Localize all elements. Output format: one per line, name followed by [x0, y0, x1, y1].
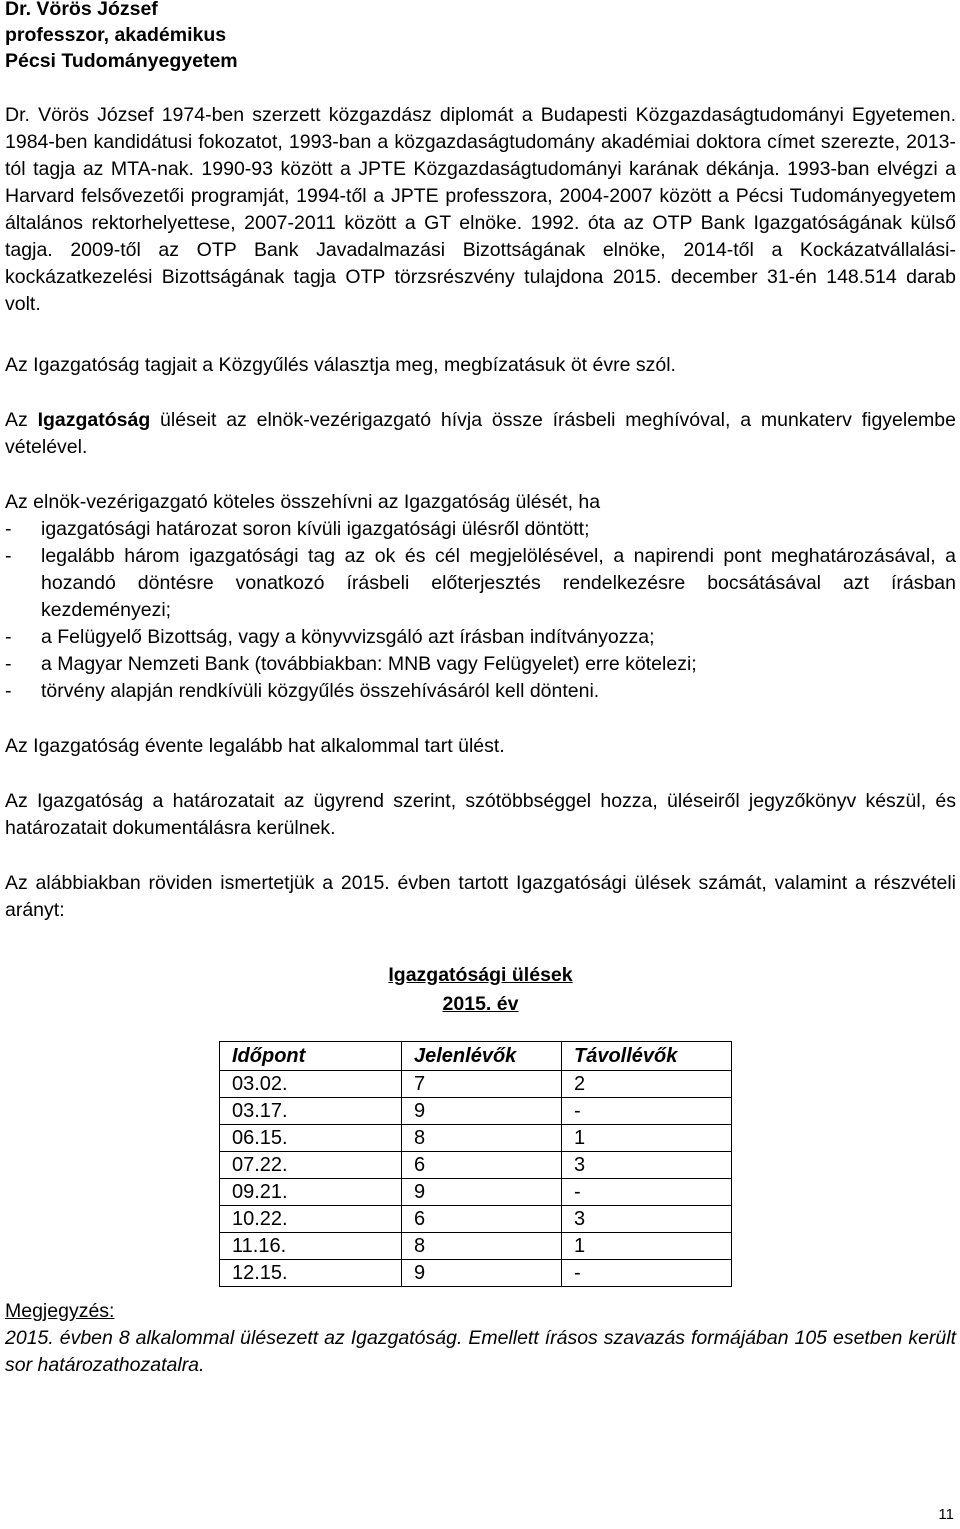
convene-suffix: üléseit az elnök-vezérigazgató hívja össze írásbeli meghívóval, a munkaterv figyelembe vételével. — [5, 409, 956, 458]
cell-present: 9 — [402, 1098, 562, 1125]
dash-bullet: - — [5, 518, 12, 540]
list-item — [5, 651, 956, 678]
header-present: Jelenlévők — [402, 1042, 562, 1071]
dash-bullet: - — [5, 626, 12, 648]
obligation-section — [5, 489, 956, 705]
table-row — [220, 1206, 732, 1233]
bio-paragraph: Dr. Vörös József 1974-ben szerzett közgazdász diplomát a Budapesti Közgazdaságtudományi Egyetemen. 1984-ben kandidátusi fokozatot, 1993-ban a közgazdaságtudomány akadémiai doktora címet szerezte, 2013-tól tagja az MTA-nak. 1990-93 között a JPTE Közgazdaságtudományi karának dékánja. 1993-ban elvégzi a Harvard felsővezetői programját, 1994-től a JPTE professzora, 2004-2007 között a Pécsi Tudományegyetem általános rektorhelyettese, 2007-2011 között a GT elnöke. 1992. óta az OTP Bank Igazgatóságának külső tagja. 2009-től az OTP Bank Javadalmazási Bizottságának elnöke, 2014-től a Kockázatvállalási-kockázatkezelési Bizottságának tagja OTP törzsrészvény tulajdona 2015. december 31-én 148.514 darab volt. — [5, 104, 956, 315]
header-date: Időpont — [220, 1042, 402, 1071]
cell-date: 06.15. — [220, 1125, 402, 1152]
cell-present: 8 — [402, 1125, 562, 1152]
cell-date: 07.22. — [220, 1152, 402, 1179]
convene-bold-term: Igazgatóság — [37, 409, 151, 431]
cell-absent: 3 — [562, 1206, 732, 1233]
cell-present: 7 — [402, 1071, 562, 1098]
summary-paragraph: Az alábbiakban röviden ismertetjük a 2015. évben tartott Igazgatósági ülések számát, valamint a részvételi arányt: — [5, 872, 956, 921]
list-item — [5, 624, 956, 651]
cell-date: 10.22. — [220, 1206, 402, 1233]
convene-paragraph — [5, 407, 956, 461]
list-item — [5, 678, 956, 705]
table-row — [220, 1125, 732, 1152]
cell-absent: - — [562, 1098, 732, 1125]
table-row — [220, 1233, 732, 1260]
header-absent: Távollévők — [562, 1042, 732, 1071]
document-page — [5, 0, 956, 1379]
frequency-paragraph: Az Igazgatóság évente legalább hat alkalommal tart ülést. — [5, 735, 505, 757]
cell-present: 6 — [402, 1206, 562, 1233]
cell-absent: 3 — [562, 1152, 732, 1179]
note-label: Megjegyzés: — [5, 1300, 115, 1322]
election-paragraph: Az Igazgatóság tagjait a Közgyűlés választja meg, megbízatásuk öt évre szól. — [5, 354, 676, 376]
cell-date: 11.16. — [220, 1233, 402, 1260]
profile-heading — [5, 0, 956, 74]
table-row — [220, 1260, 732, 1287]
cell-absent: 2 — [562, 1071, 732, 1098]
list-item-text: igazgatósági határozat soron kívüli igazgatósági ülésről döntött; — [41, 518, 590, 540]
list-item-text: a Magyar Nemzeti Bank (továbbiakban: MNB vagy Felügyelet) erre kötelezi; — [41, 653, 697, 675]
person-name: Dr. Vörös József — [5, 0, 158, 20]
list-item-text: a Felügyelő Bizottság, vagy a könyvvizsgáló azt írásban indítványozza; — [41, 626, 655, 648]
convene-prefix: Az — [5, 409, 38, 431]
cell-present: 8 — [402, 1233, 562, 1260]
obligation-list — [5, 516, 956, 705]
table-subheading: 2015. év — [442, 993, 519, 1015]
dash-bullet: - — [5, 653, 12, 675]
list-item-text: törvény alapján rendkívüli közgyűlés összehívásáról kell dönteni. — [41, 680, 600, 702]
cell-present: 9 — [402, 1179, 562, 1206]
list-item — [5, 543, 956, 624]
table-row — [220, 1098, 732, 1125]
table-header-row — [220, 1042, 732, 1071]
list-item — [5, 516, 956, 543]
dash-bullet: - — [5, 545, 12, 567]
list-item-text: legalább három igazgatósági tag az ok és cél megjelölésével, a napirendi pont meghatározásával, a hozandó döntésre vonatkozó írásbeli előterjesztés rendelkezésre bocsátásával azt írásban kezdeményezi; — [41, 545, 956, 621]
cell-present: 9 — [402, 1260, 562, 1287]
cell-present: 6 — [402, 1152, 562, 1179]
dash-bullet: - — [5, 680, 12, 702]
cell-absent: 1 — [562, 1233, 732, 1260]
note-text: 2015. évben 8 alkalommal ülésezett az Igazgatóság. Emellett írásos szavazás formájában 105 esetben került sor határozathozatalra. — [5, 1327, 956, 1376]
cell-date: 03.17. — [220, 1098, 402, 1125]
table-row — [220, 1152, 732, 1179]
obligation-intro: Az elnök-vezérigazgató köteles összehívni az Igazgatóság ülését, ha — [5, 491, 601, 513]
meetings-table — [219, 1041, 732, 1287]
cell-absent: 1 — [562, 1125, 732, 1152]
page-number: 11 — [938, 1506, 954, 1523]
decisions-paragraph: Az Igazgatóság a határozatait az ügyrend szerint, szótöbbséggel hozza, üléseiről jegyzőkönyv készül, és határozatait dokumentálásra kerülnek. — [5, 790, 956, 839]
cell-date: 09.21. — [220, 1179, 402, 1206]
table-title — [5, 962, 956, 1020]
cell-date: 03.02. — [220, 1071, 402, 1098]
cell-absent: - — [562, 1179, 732, 1206]
cell-date: 12.15. — [220, 1260, 402, 1287]
table-heading: Igazgatósági ülések — [388, 964, 573, 986]
person-title: professzor, akadémikus — [5, 24, 227, 46]
table-row — [220, 1179, 732, 1206]
person-institution: Pécsi Tudományegyetem — [5, 50, 238, 72]
table-row — [220, 1071, 732, 1098]
cell-absent: - — [562, 1260, 732, 1287]
